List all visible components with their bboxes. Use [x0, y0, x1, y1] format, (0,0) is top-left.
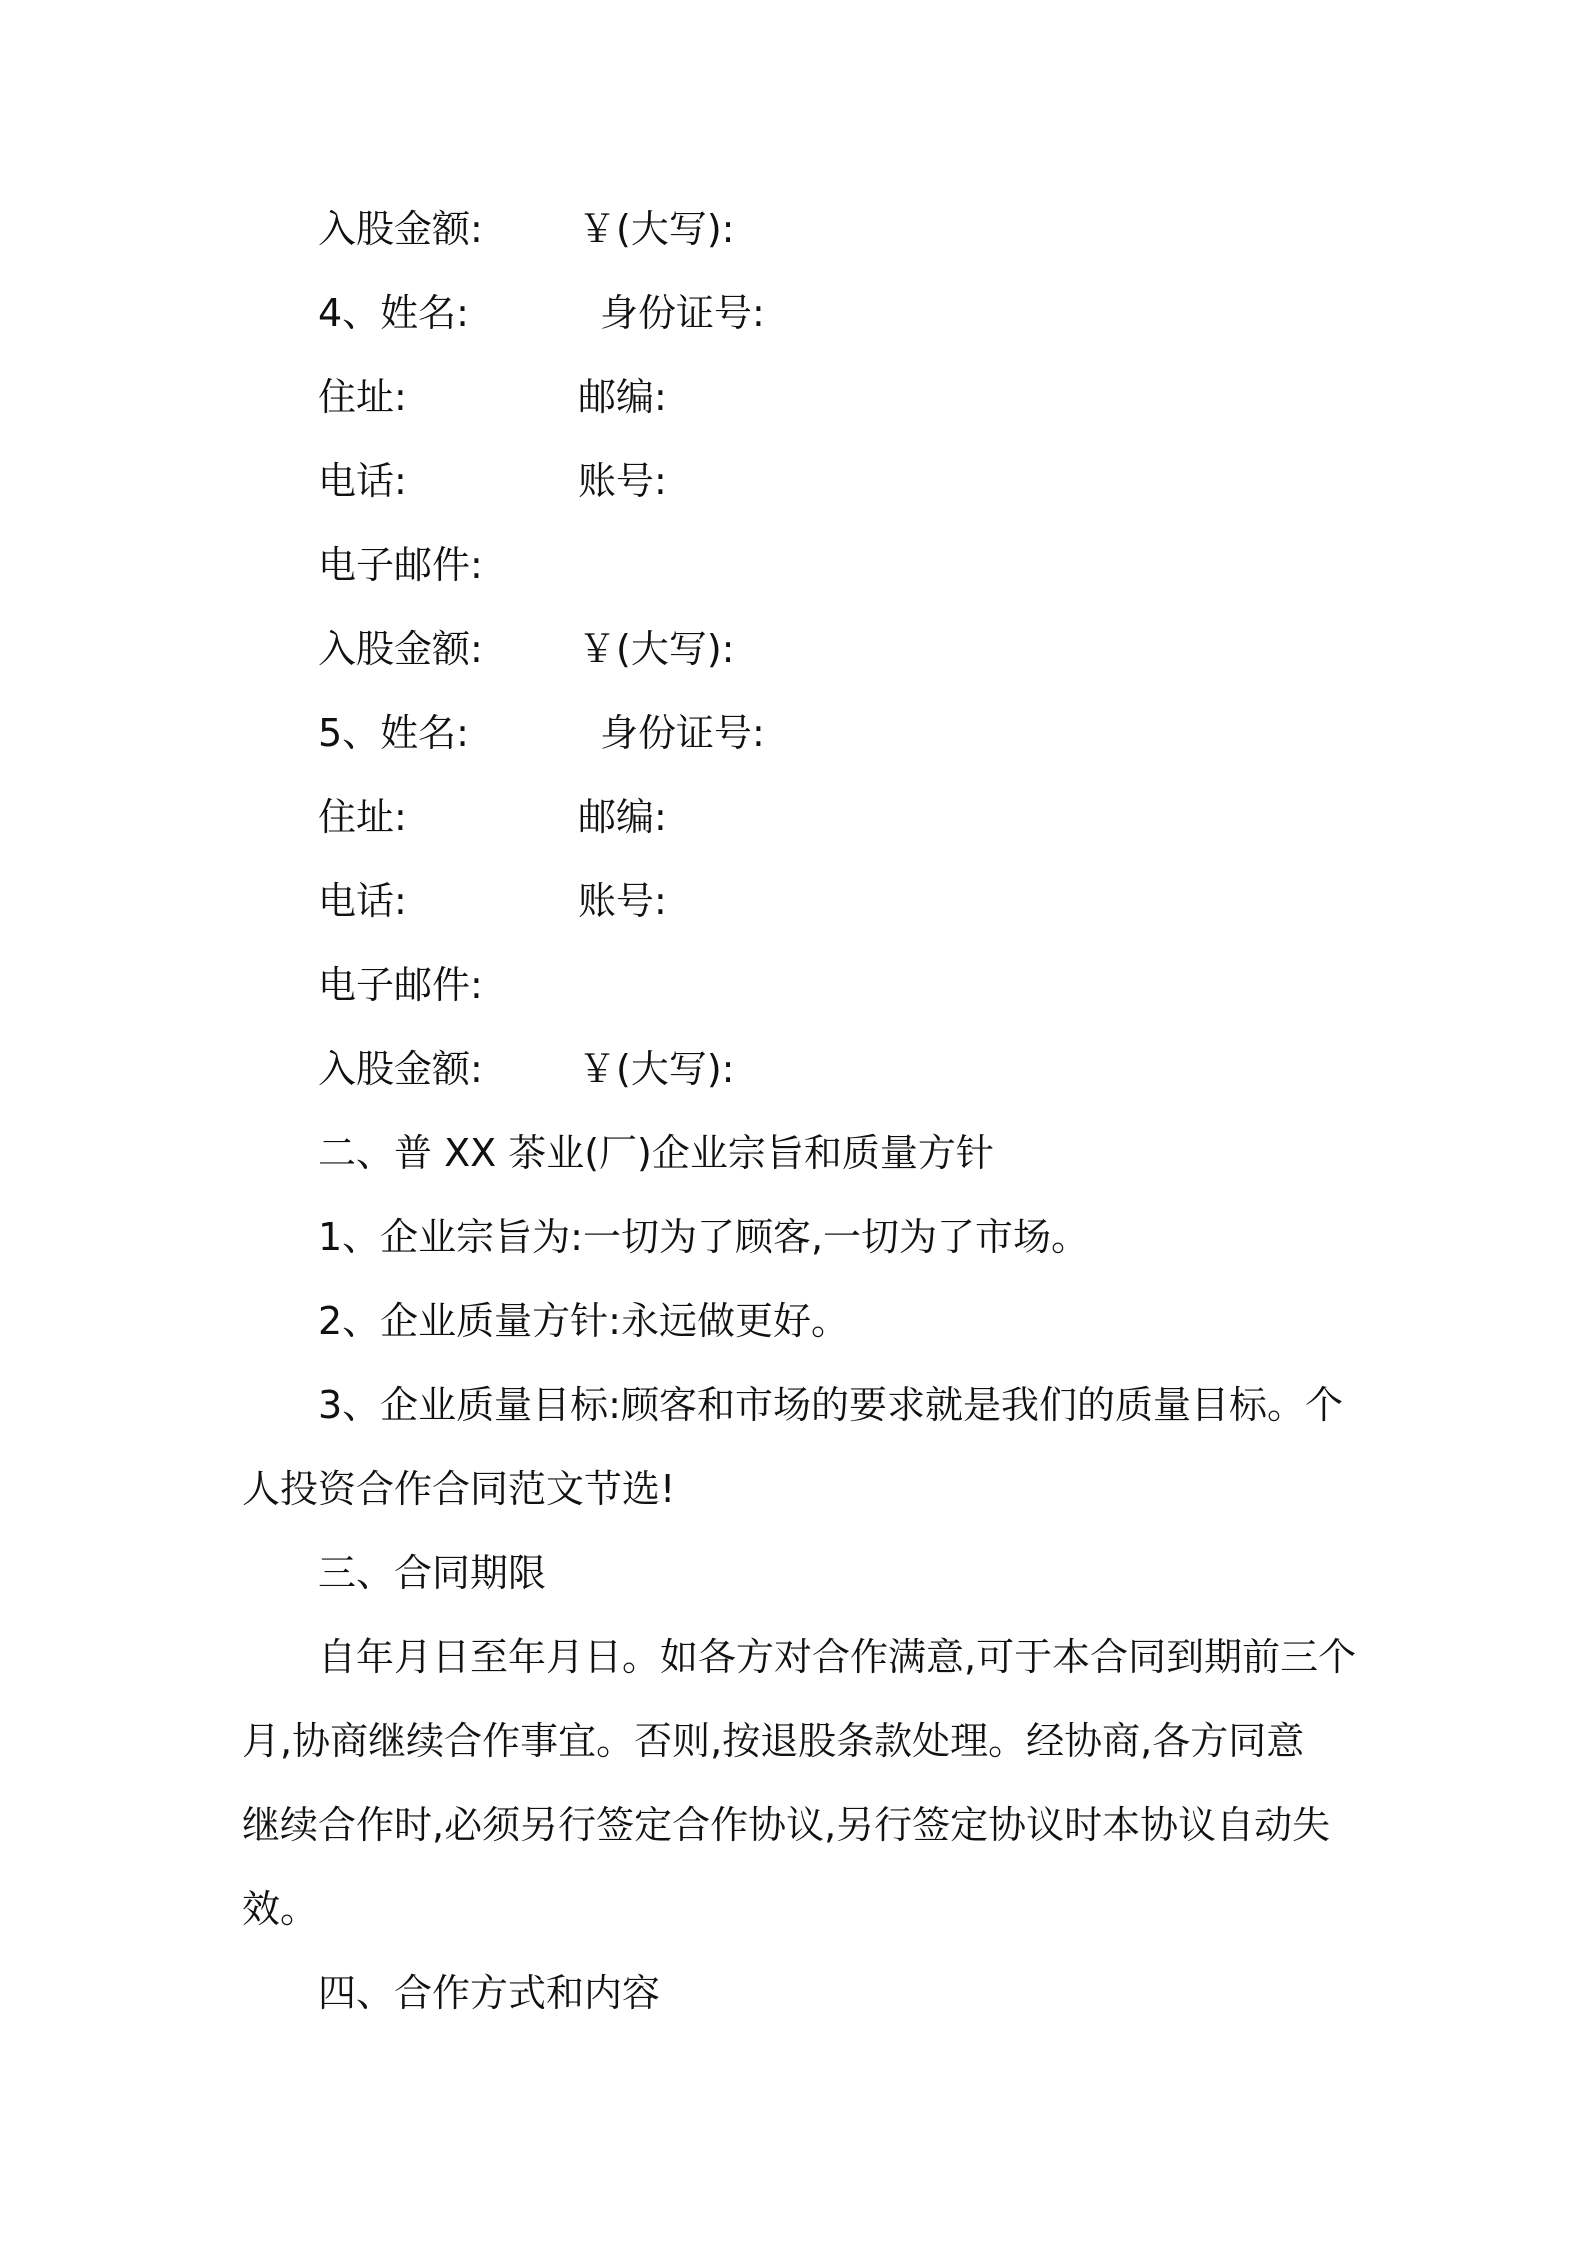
amount-label: 入股金额: [318, 207, 483, 251]
id-number-label: 身份证号: [600, 711, 765, 755]
postcode-label: 邮编: [578, 375, 667, 419]
section-heading: 二、普 XX 茶业(厂)企业宗旨和质量方针 [318, 1131, 994, 1175]
name-label: 5、姓名: [318, 711, 469, 755]
list-item: 3、企业质量目标:顾客和市场的要求就是我们的质量目标。个 [318, 1383, 1343, 1427]
account-label: 账号: [578, 879, 667, 923]
postcode-label: 邮编: [578, 795, 667, 839]
section-heading: 三、合同期限 [318, 1551, 547, 1595]
list-item: 1、企业宗旨为:一切为了顾客,一切为了市场。 [318, 1215, 1090, 1259]
email-label: 电子邮件: [318, 543, 483, 587]
amount-value-label: ￥(大写): [578, 627, 735, 671]
amount-value-label: ￥(大写): [578, 1047, 735, 1091]
paragraph-line: 月,协商继续合作事宜。否则,按退股条款处理。经协商,各方同意 [242, 1719, 1305, 1763]
list-item: 2、企业质量方针:永远做更好。 [318, 1299, 849, 1343]
paragraph-line: 自年月日至年月日。如各方对合作满意,可于本合同到期前三个 [318, 1635, 1357, 1679]
phone-label: 电话: [318, 459, 407, 503]
id-number-label: 身份证号: [600, 291, 765, 335]
section-heading: 四、合作方式和内容 [318, 1971, 661, 2015]
account-label: 账号: [578, 459, 667, 503]
paragraph-line: 继续合作时,必须另行签定合作协议,另行签定协议时本协议自动失 [242, 1803, 1331, 1847]
address-label: 住址: [318, 375, 407, 419]
list-item-continuation: 人投资合作合同范文节选! [242, 1467, 676, 1511]
amount-value-label: ￥(大写): [578, 207, 735, 251]
address-label: 住址: [318, 795, 407, 839]
amount-label: 入股金额: [318, 627, 483, 671]
amount-label: 入股金额: [318, 1047, 483, 1091]
phone-label: 电话: [318, 879, 407, 923]
name-label: 4、姓名: [318, 291, 469, 335]
email-label: 电子邮件: [318, 963, 483, 1007]
paragraph-line: 效。 [242, 1887, 319, 1931]
